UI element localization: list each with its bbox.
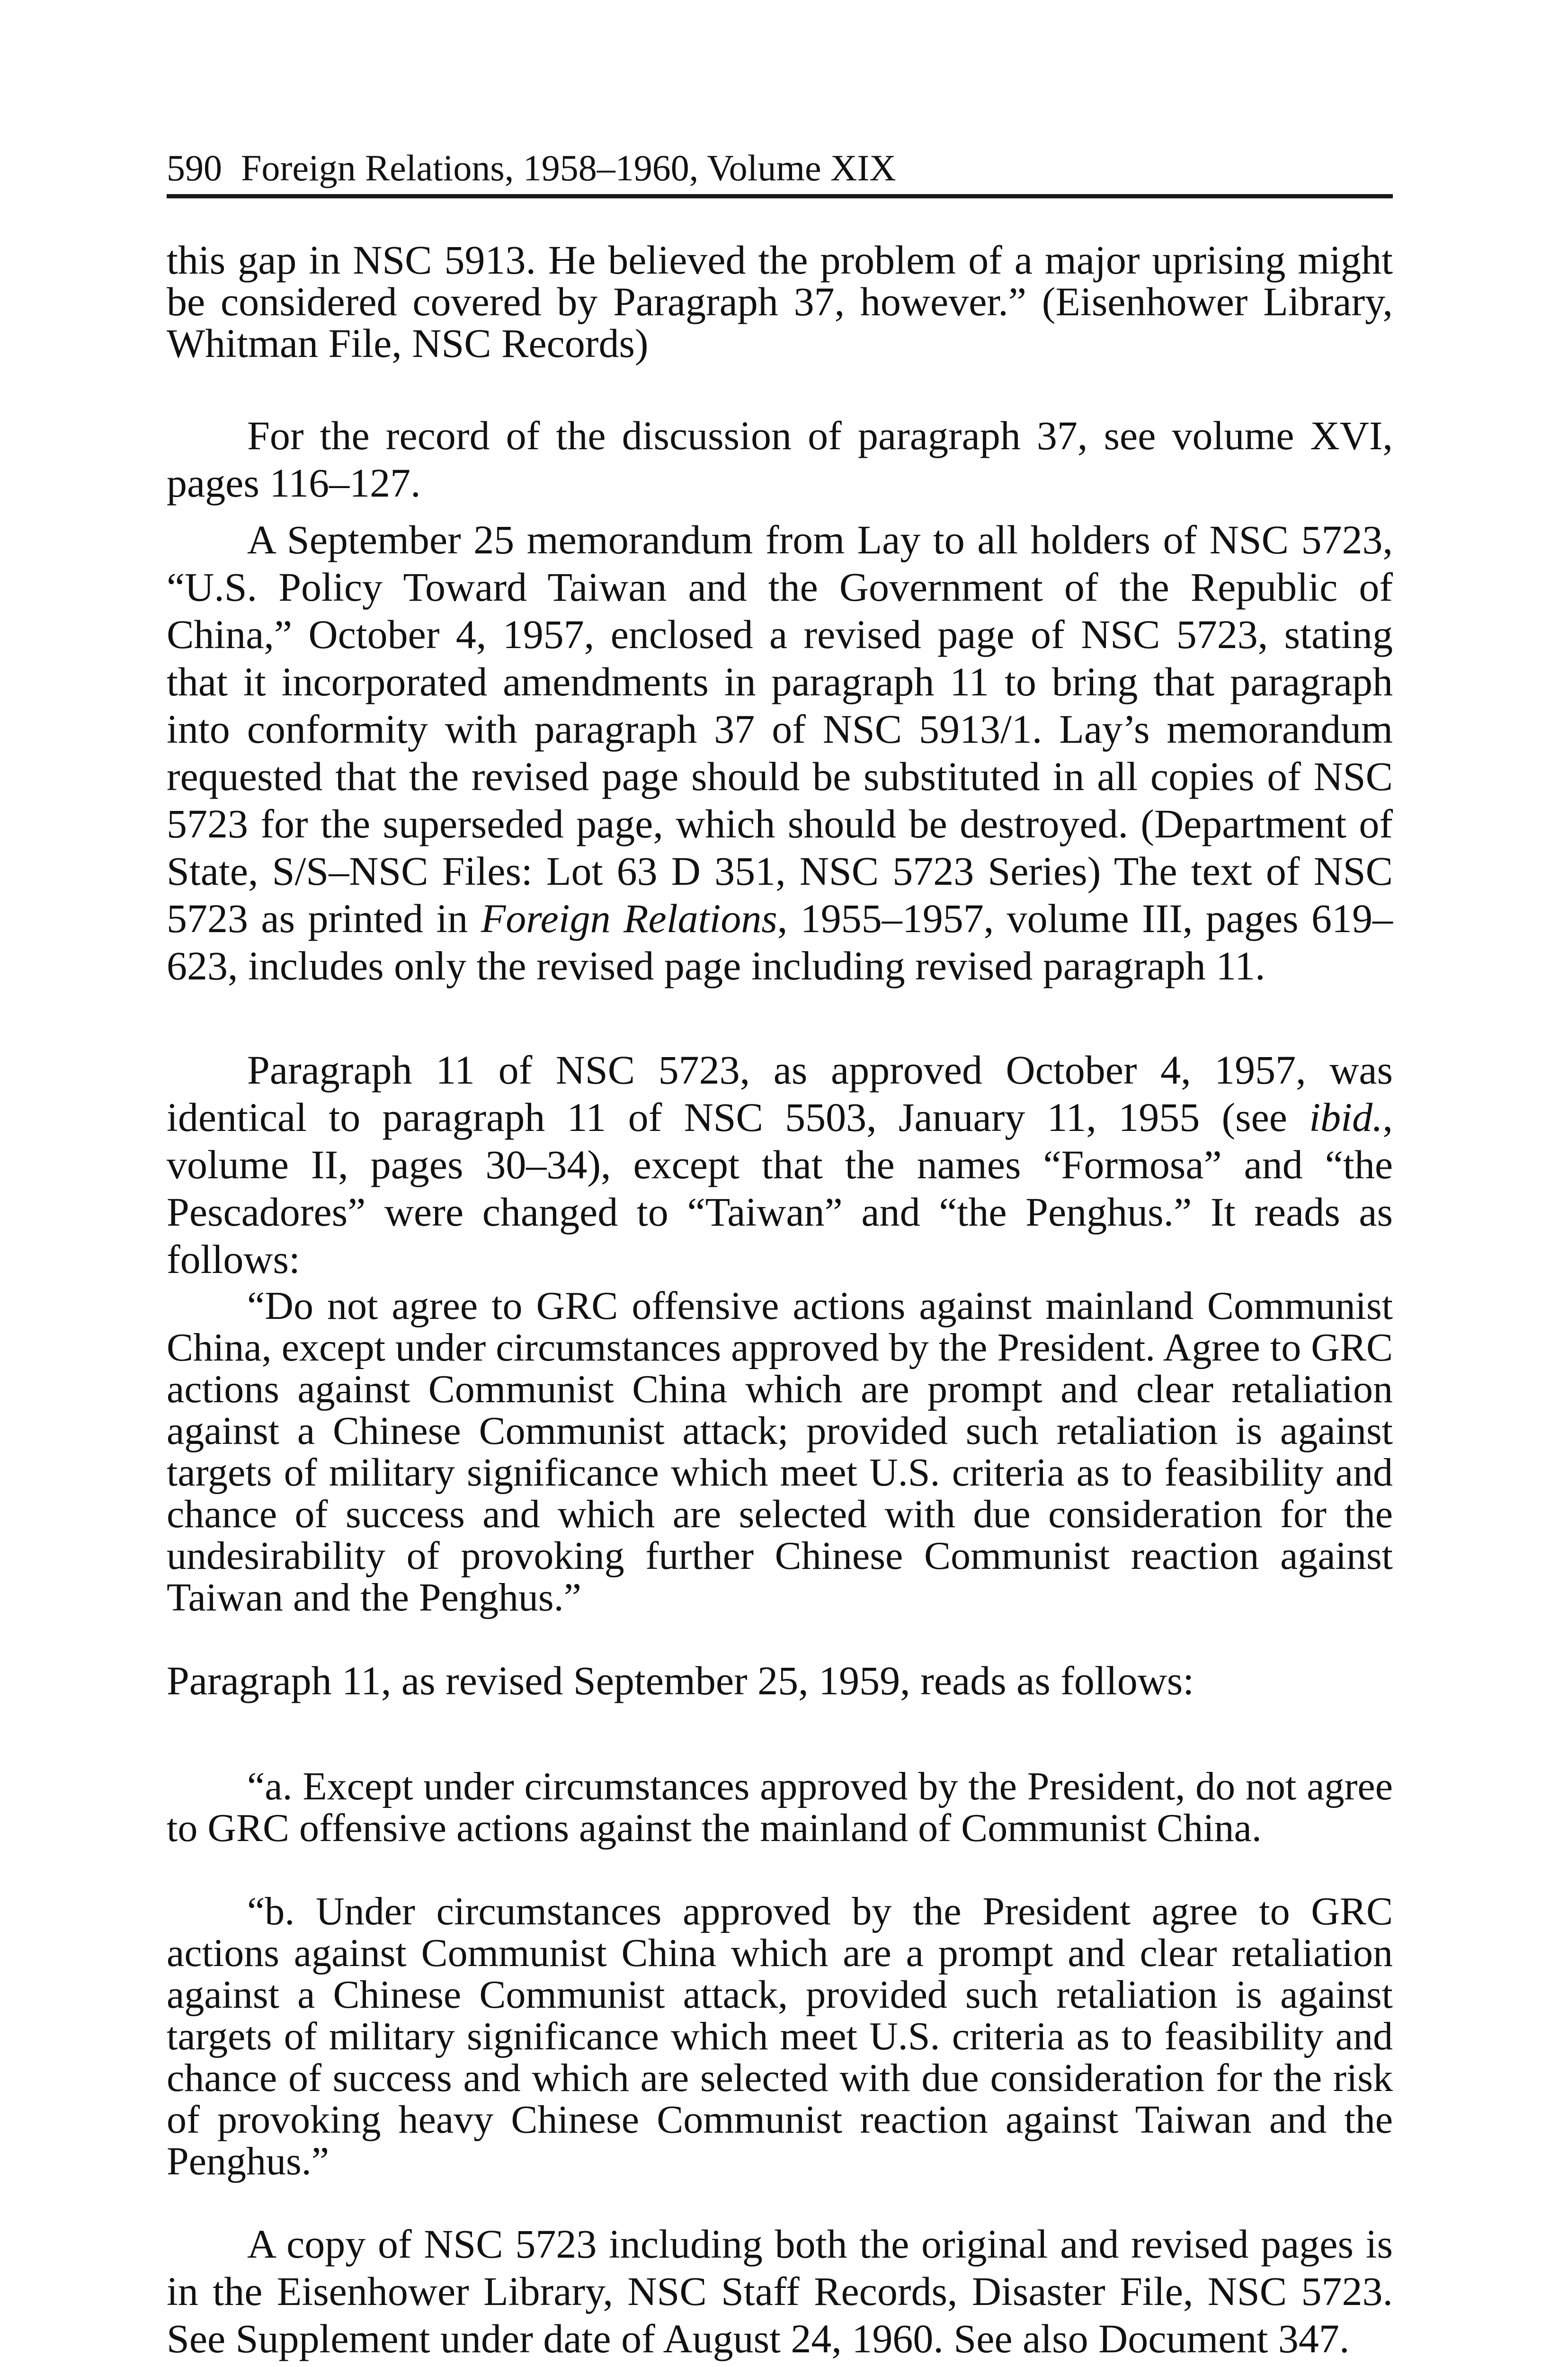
quote-revised-b: “b. Under circumstances approved by the President agree to GRC actions against Communist China which are a prompt and clear retaliation against a Chinese Communist attack, provided such retaliation is against targets of military significance which meet U.S. criteria as to feasibility and chance of success and which are selected with due consideration for the risk of provoking heavy Chinese Communist reaction against Taiwan and the Penghus.”: [167, 1889, 1393, 2183]
italic-ibid: ibid.: [1309, 1095, 1383, 1140]
paragraph-11-revised-intro: Paragraph 11, as revised September 25, 1959, reads as follows:: [167, 1658, 1194, 1703]
paragraph-copy-reference: A copy of NSC 5723 including both the original and revised pages is in the Eisenhower Library, NSC Staff Records, Disaster File, NSC 5723. See Supplement under date of August 24, 1960. See also Document 347.: [167, 2221, 1393, 2361]
paragraph-continuation: this gap in NSC 5913. He believed the problem of a major uprising might be considered covered by Paragraph 37, however.” (Eisenhower Library, Whitman File, NSC Records): [167, 237, 1393, 366]
running-head: [167, 142, 1393, 198]
quote-paragraph-11-original: “Do not agree to GRC offensive actions against mainland Communist China, except under circumstances approved by the President. Agree to GRC actions against Communist China which are prompt and clear retaliation against a Chinese Communist attack; provided such retaliation is against targets of military significance which meet U.S. criteria as to feasibility and chance of success and which are selected with due consideration for the undesirability of provoking further Chinese Communist reaction against Taiwan and the Penghus.”: [167, 1284, 1393, 1620]
volume-title: Foreign Relations, 1958–1960, Volume XIX: [241, 147, 896, 188]
page-number: 590: [167, 147, 222, 188]
paragraph-discussion-reference: For the record of the discussion of paragraph 37, see volume XVI, pages 116–127.: [167, 413, 1393, 506]
italic-title: Foreign Relations: [481, 896, 777, 941]
quote-revised-a: “a. Except under circumstances approved by the President, do not agree to GRC offensive actions against the mainland of Communist China.: [167, 1764, 1393, 1850]
paragraph-11-original-intro: Paragraph 11 of NSC 5723, as approved October 4, 1957, was identical to paragraph 11 of NSC 5503, January 11, 1955 (see ibid., volume II, pages 30–34), except that the names “Formosa” and “the Pescadores” were changed to “Taiwan” and “the Penghus.” It reads as follows:: [167, 1047, 1393, 1282]
paragraph-lay-memorandum: A September 25 memorandum from Lay to all holders of NSC 5723, “U.S. Policy Toward Taiwan and the Government of the Republic of China,” October 4, 1957, enclosed a revised page of NSC 5723, stating that it incorporated amendments in paragraph 11 to bring that paragraph into conformity with paragraph 37 of NSC 5913/1. Lay’s memorandum requested that the revised page should be substituted in all copies of NSC 5723 for the superseded page, which should be destroyed. (Department of State, S/S–NSC Files: Lot 63 D 351, NSC 5723 Series) The text of NSC 5723 as printed in Foreign Relations, 1955–1957, volume III, pages 619–623, includes only the revised page including revised paragraph 11.: [167, 517, 1393, 988]
